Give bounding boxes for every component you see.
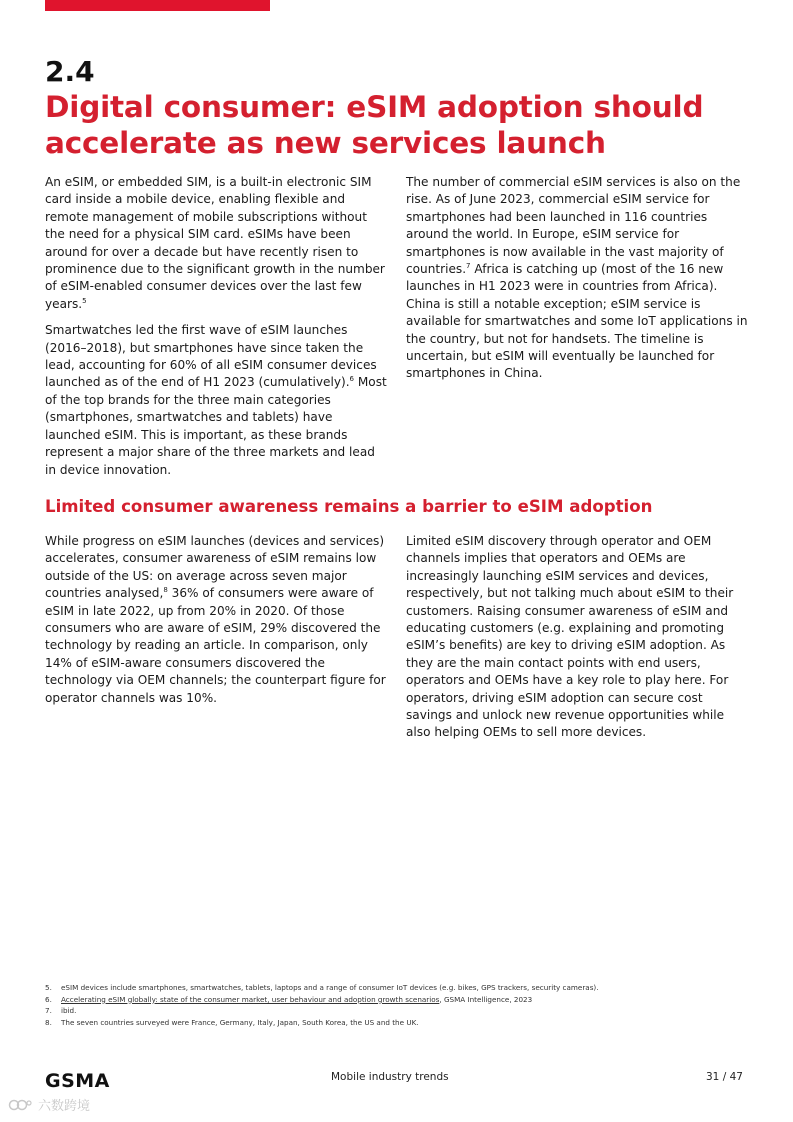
- footnote: 7. ibid.: [45, 1006, 77, 1016]
- paragraph: The number of commercial eSIM services is also on the rise. As of June 2023, commercial eSIM service for smartphones had been launched in 116 countries around the world. In Europe, eSIM service for smartphones is now available in the vast majority of countries.$^7$ Africa is catching up (most of the 16 new launches in H1 2023 were in countries from Africa). China is still a notable exception; eSIM service is available for smartwatches and some IoT applications in the country, but not for handsets. The timeline is uncertain, but eSIM will eventually be launched for smartphones in China.: [406, 175, 748, 381]
- footnote-ref[interactable]: 5: [82, 296, 87, 305]
- footnote: 8. The seven countries surveyed were France, Germany, Italy, Japan, South Korea, the US and the UK.: [45, 1018, 419, 1028]
- footnotes: [45, 982, 745, 1029]
- section-number: 2.4: [45, 55, 95, 88]
- footnote: 6. Accelerating eSIM globally: state of the consumer market, user behaviour and adoption growth scenarios, GSMA Intelligence, 2023: [45, 994, 533, 1004]
- footnote-ref[interactable]: 8: [163, 586, 168, 595]
- paragraph: Limited eSIM discovery through operator and OEM channels implies that operators and OEMs are increasingly launching eSIM services and devices, respectively, but not talking much about eSIM to their customers. Raising consumer awareness of eSIM and educating customers (e.g. explaining and promoting eSIM’s benefits) are key to driving eSIM adoption. As they are the main contact points with end users, operators and OEMs have a key role to play here. For operators, driving eSIM adoption can secure cost savings and unlock new revenue opportunities while also helping OEMs to sell more devices.: [406, 534, 734, 740]
- paragraph: An eSIM, or embedded SIM, is a built-in electronic SIM card inside a mobile device, enabling flexible and remote management of mobile subscriptions without the need for a physical SIM card. eSIMs have been around for over a decade but have recently risen to prominence due to the significant growth in the number of eSIM-enabled consumer devices over the last few years.$^5$: [45, 175, 385, 311]
- top-accent-bar: [45, 0, 270, 11]
- gsma-logo: GSMA: [45, 1070, 110, 1092]
- watermark: [8, 1095, 90, 1114]
- page-number: 31 / 47: [706, 1071, 743, 1083]
- watermark-text: 六数跨境: [38, 1099, 91, 1114]
- intro-left-column: [45, 174, 387, 488]
- awareness-right-column: [406, 533, 751, 751]
- subsection-heading: Limited consumer awareness remains a barrier to eSIM adoption: [45, 497, 653, 516]
- paragraph: Smartwatches led the first wave of eSIM launches (2016–2018), but smartphones have since taken the lead, accounting for 60% of all eSIM consumer devices launched as of the end of H1 2023 (cumulatively).$^6$ Most of the top brands for the three main categories (smartphones, smartwatches and tablets) have launched eSIM. This is important, as these brands represent a major share of the three markets and lead in device innovation.: [45, 323, 387, 477]
- footnote: 5. eSIM devices include smartphones, smartwatches, tablets, laptops and a range of consumer IoT devices (e.g. bikes, GPS trackers, security cameras).: [45, 983, 599, 992]
- paragraph: While progress on eSIM launches (devices and services) accelerates, consumer awareness of eSIM remains low outside of the US: on average across seven major countries analysed,$^8$ 36% of consumers were aware of eSIM in late 2022, up from 20% in 2020. Of those consumers who are aware of eSIM, 29% discovered the technology by reading an article. In comparison, only 14% of eSIM-aware consumers discovered the technology via OEM channels; the counterpart figure for operator channels was 10%.: [45, 534, 386, 705]
- footnote-ref[interactable]: 6: [349, 375, 355, 384]
- footer-document-title: Mobile industry trends: [331, 1071, 449, 1083]
- report-link[interactable]: Accelerating eSIM globally: state of the consumer market, user behaviour and adoption growth scenarios: [61, 994, 440, 1004]
- footnote-ref[interactable]: 7: [466, 262, 471, 270]
- intro-right-column: [406, 174, 748, 392]
- awareness-left-column: [45, 533, 387, 716]
- section-title: Digital consumer: eSIM adoption should accelerate as new services launch: [45, 90, 704, 160]
- watermark-icon: [8, 1098, 34, 1112]
